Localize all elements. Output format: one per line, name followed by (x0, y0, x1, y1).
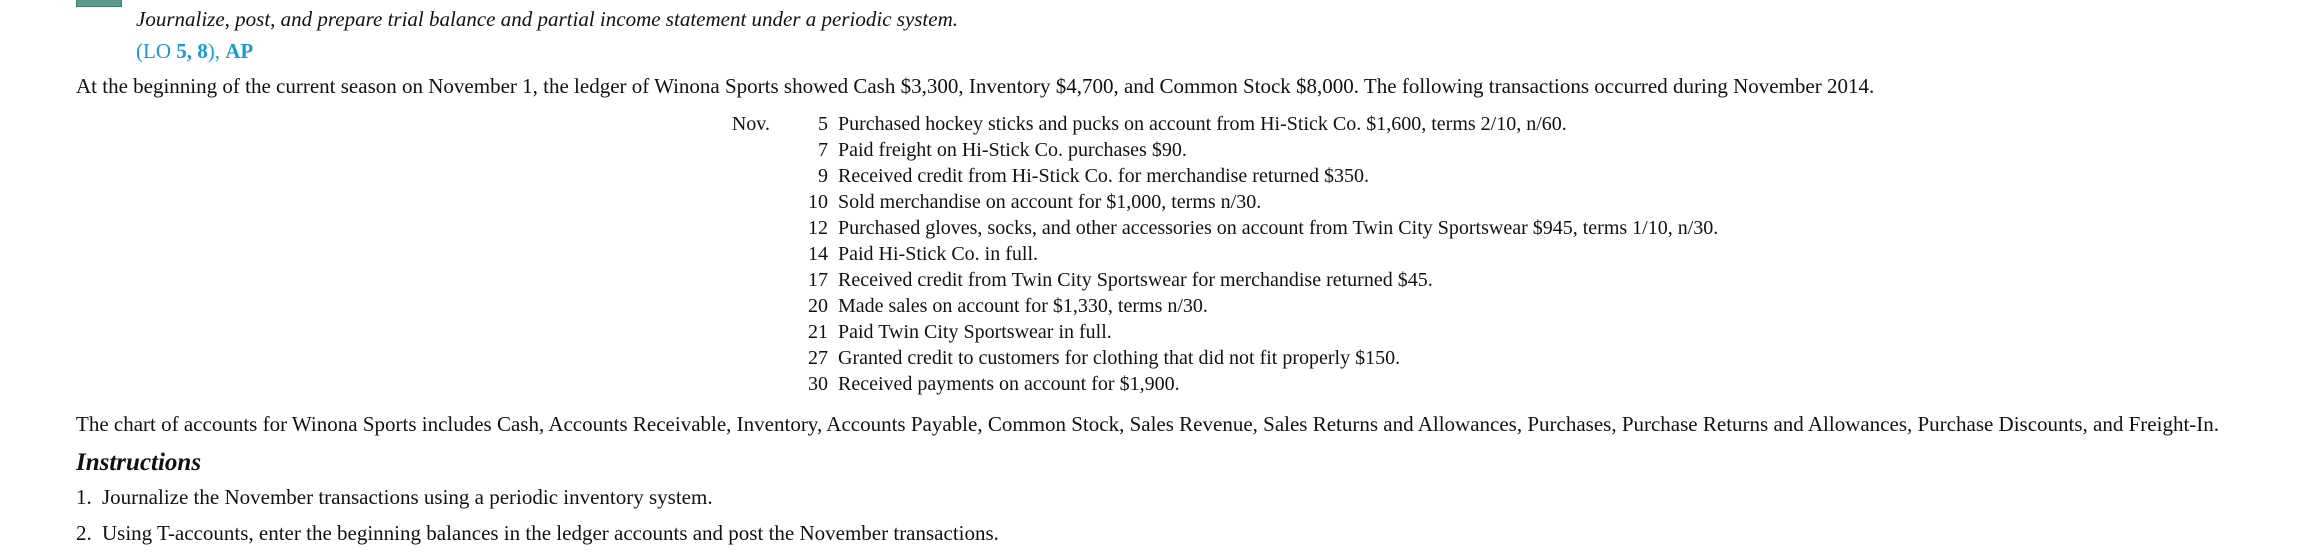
transaction-description: Received payments on account for $1,900. (838, 373, 1180, 395)
transaction-description: Paid Hi-Stick Co. in full. (838, 243, 1038, 265)
transaction-row (700, 241, 1718, 267)
transaction-description: Purchased hockey sticks and pucks on account from Hi-Stick Co. $1,600, terms 2/10, n/60. (838, 113, 1567, 135)
transaction-day: 20 (808, 295, 828, 317)
lo-open: (LO (136, 39, 177, 63)
instruction-item (76, 484, 999, 520)
transaction-day: 12 (808, 217, 828, 239)
transaction-day: 10 (808, 191, 828, 213)
transaction-row (700, 189, 1718, 215)
transaction-day: 14 (808, 243, 828, 265)
problem-thumbnail-image (76, 0, 122, 7)
chart-of-accounts-text: The chart of accounts for Winona Sports includes Cash, Accounts Receivable, Inventory, Accounts Payable, Common Stock, Sales Revenue, Sales Returns and Allowances, Purchases, Purchase Returns and Allowances, Purchase Discounts, and Freight-In. (76, 412, 2220, 436)
transaction-row (700, 371, 1718, 397)
transaction-day: 27 (808, 347, 828, 369)
transaction-day: 7 (818, 139, 828, 161)
transaction-description: Paid freight on Hi-Stick Co. purchases $90. (838, 139, 1187, 161)
transaction-description: Paid Twin City Sportswear in full. (838, 321, 1112, 343)
transaction-description: Received credit from Twin City Sportswear for merchandise returned $45. (838, 269, 1433, 291)
problem-subtitle: Journalize, post, and prepare trial balance and partial income statement under a periodic system. (136, 7, 959, 31)
transaction-row (700, 137, 1718, 163)
transaction-description: Purchased gloves, socks, and other accessories on account from Twin City Sportswear $945, terms 1/10, n/30. (838, 217, 1719, 239)
learning-objectives (136, 39, 253, 64)
problem-intro: At the beginning of the current season on November 1, the ledger of Winona Sports showed Cash $3,300, Inventory $4,700, and Common Stock $8,000. The following transactions occurred during November 2014. (76, 74, 1875, 98)
instruction-text: Journalize the November transactions using a periodic inventory system. (102, 485, 713, 509)
lo-level: AP (225, 39, 254, 63)
transaction-day: 21 (808, 321, 828, 343)
transaction-description: Received credit from Hi-Stick Co. for merchandise returned $350. (838, 165, 1369, 187)
transaction-description: Sold merchandise on account for $1,000, terms n/30. (838, 191, 1262, 213)
transaction-row (700, 215, 1718, 241)
transactions-table (700, 111, 1718, 397)
transaction-row (700, 163, 1718, 189)
transaction-description: Granted credit to customers for clothing that did not fit properly $150. (838, 347, 1401, 369)
instruction-text: Using T-accounts, enter the beginning balances in the ledger accounts and post the November transactions. (102, 521, 999, 545)
transaction-day: 17 (808, 269, 828, 291)
instruction-number: 1. (76, 485, 92, 509)
transaction-row (700, 111, 1718, 137)
transaction-row (700, 319, 1718, 345)
transaction-month: Nov. (731, 113, 770, 135)
transaction-day: 30 (808, 373, 828, 395)
transaction-row (700, 345, 1718, 371)
transaction-row (700, 267, 1718, 293)
transaction-day: 9 (818, 165, 828, 187)
instruction-item (76, 520, 999, 556)
lo-close: ), (207, 39, 226, 63)
transaction-description: Made sales on account for $1,330, terms n/30. (838, 295, 1208, 317)
transaction-day: 5 (818, 113, 828, 135)
transaction-row (700, 293, 1718, 319)
lo-numbers: 5, 8 (176, 39, 208, 63)
instructions-list (76, 484, 999, 556)
instructions-heading: Instructions (76, 449, 202, 476)
instruction-number: 2. (76, 521, 92, 545)
